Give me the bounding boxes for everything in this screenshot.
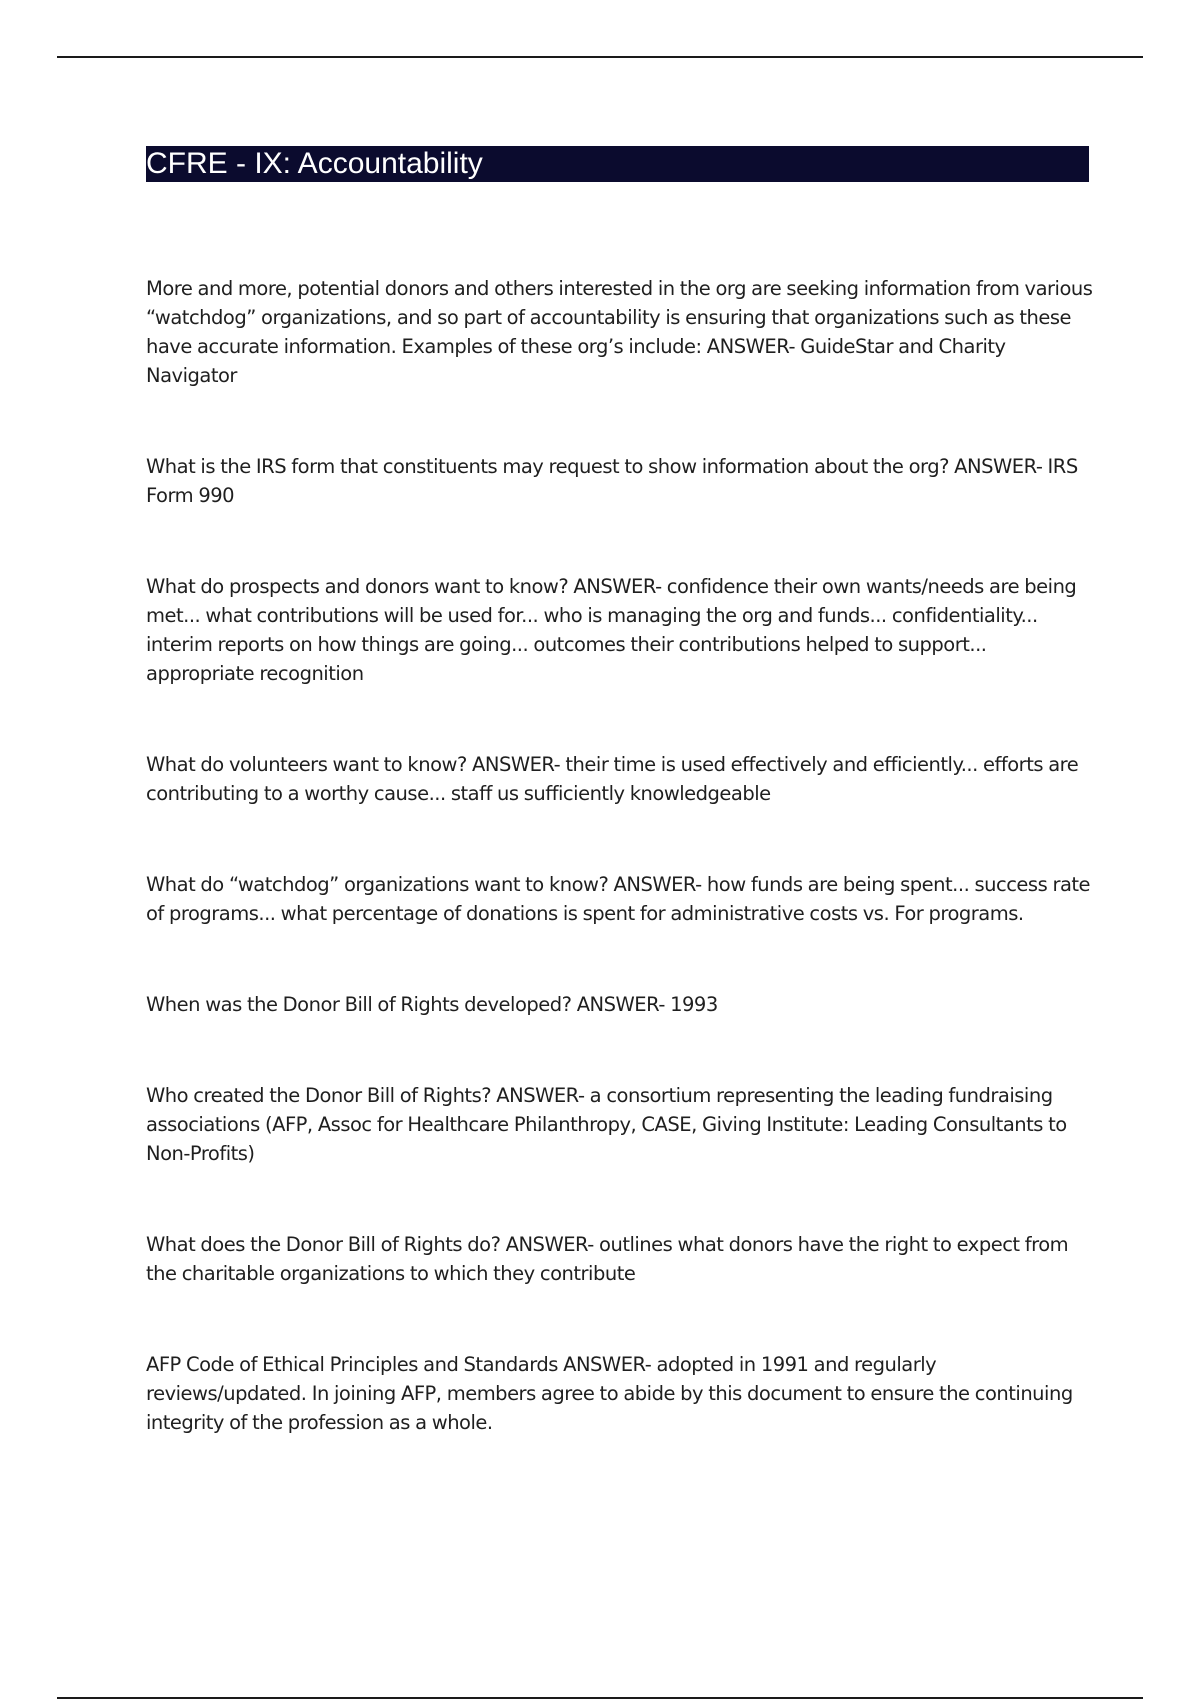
qa-item: What do “watchdog” organizations want to know? ANSWER- how funds are being spent... success rate of programs... what percentage of donations is spent for administrative costs vs. For programs. <box>146 873 1091 925</box>
qa-list <box>146 274 1096 1499</box>
qa-item: Who created the Donor Bill of Rights? ANSWER- a consortium representing the leading fundraising associations (AFP, Assoc for Healthcare Philanthropy, CASE, Giving Institute: Leading Consultants to Non-Profits) <box>146 1084 1067 1165</box>
qa-item: What does the Donor Bill of Rights do? ANSWER- outlines what donors have the right to expect from the charitable organizations to which they contribute <box>146 1233 1069 1285</box>
bottom-rule <box>57 1697 1143 1699</box>
page-title: CFRE - IX: Accountability <box>146 146 1089 182</box>
qa-item: When was the Donor Bill of Rights developed? ANSWER- 1993 <box>146 993 718 1016</box>
qa-item: What do volunteers want to know? ANSWER- their time is used effectively and efficiently... efforts are contributing to a worthy cause... staff us sufficiently knowledgeable <box>146 753 1079 805</box>
qa-item: What do prospects and donors want to know? ANSWER- confidence their own wants/needs are being met... what contributions will be used for... who is managing the org and funds... confidentiality... interim reports on how things are going... outcomes their contributions helped to support... appropriate recognition <box>146 575 1077 685</box>
qa-item: AFP Code of Ethical Principles and Standards ANSWER- adopted in 1991 and regularly reviews/updated. In joining AFP, members agree to abide by this document to ensure the continuing integrity of the profession as a whole. <box>146 1353 1073 1434</box>
qa-item: More and more, potential donors and others interested in the org are seeking information from various “watchdog” organizations, and so part of accountability is ensuring that organizations such as these have accurate information. Examples of these org’s include: ANSWER- GuideStar and Charity Navigator <box>146 277 1093 387</box>
top-rule <box>57 56 1143 58</box>
qa-item: What is the IRS form that constituents may request to show information about the org? ANSWER- IRS Form 990 <box>146 455 1078 507</box>
